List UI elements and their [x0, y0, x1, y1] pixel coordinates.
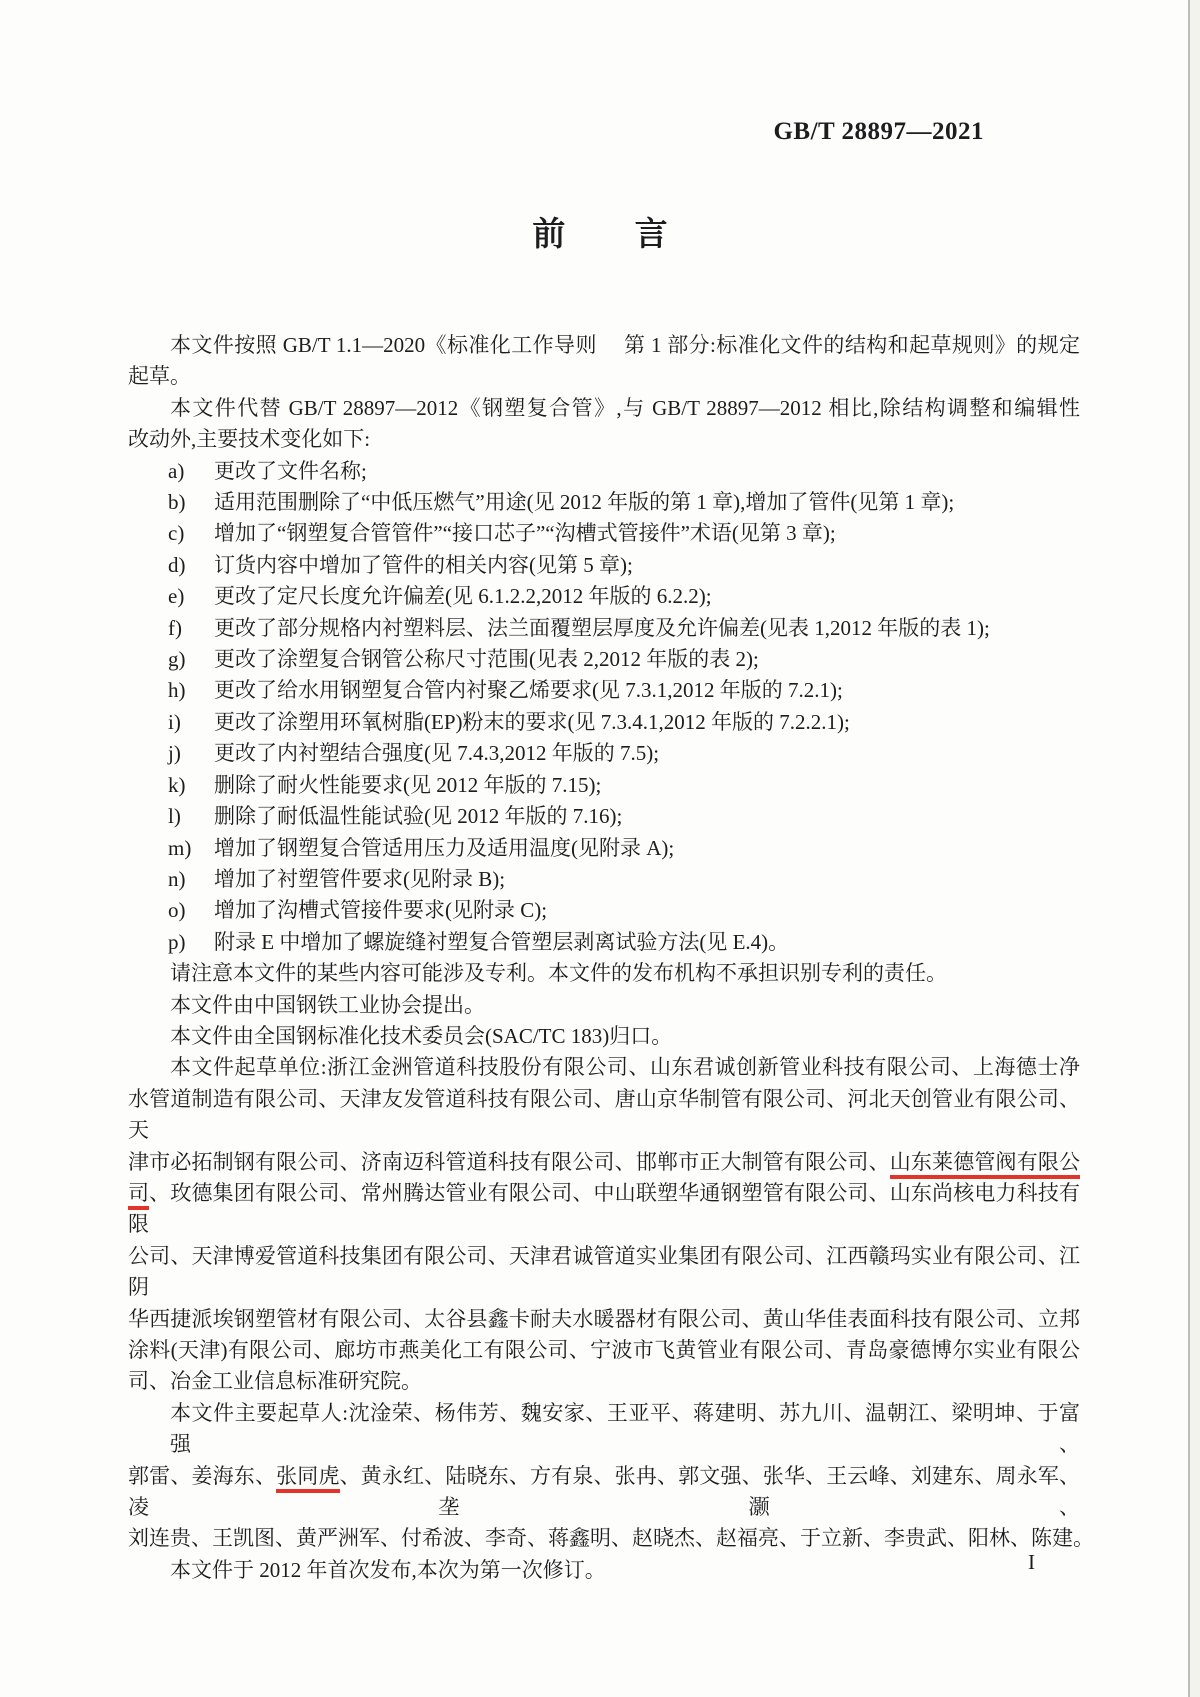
text-segment: 起草。: [128, 364, 191, 389]
body-line: [128, 1523, 1094, 1554]
text-segment: 、黄永红、陆晓东、方有泉、张冉、郭文强、张华、王云峰、刘建东、周永军、凌垄灏、: [128, 1463, 1081, 1520]
text-segment: 增加了钢塑复合管适用压力及适用温度(见附录 A);: [214, 835, 675, 860]
body-line: [128, 361, 1080, 392]
change-list-item: [128, 550, 1080, 581]
text-segment: 附录 E 中增加了螺旋缝衬塑复合管塑层剥离试验方法(见 E.4)。: [214, 929, 790, 954]
text-segment: 本文件主要起草人:沈淦荣、杨伟芳、魏安家、王亚平、蒋建明、苏九川、温朝江、梁明坤、于富强、: [170, 1400, 1080, 1457]
list-marker: o): [168, 898, 186, 923]
foreword-body: [128, 330, 1094, 1586]
change-list-item: [128, 581, 1080, 612]
body-line: [128, 1021, 1080, 1052]
text-segment: 本文件代替 GB/T 28897—2012《钢塑复合管》,与 GB/T 28897—2012 相比,除结构调整和编辑性: [170, 395, 1080, 420]
change-list-item: [128, 613, 1080, 644]
change-list-item: [128, 833, 1080, 864]
standard-code: GB/T 28897—2021: [773, 118, 984, 145]
list-marker: a): [168, 458, 185, 483]
body-line: [128, 1335, 1080, 1366]
text-segment: 更改了涂塑复合钢管公称尺寸范围(见表 2,2012 年版的表 2);: [214, 647, 759, 672]
body-line: [128, 990, 1080, 1021]
list-marker: f): [168, 615, 182, 640]
text-segment: 郭雷、姜海东、: [128, 1463, 277, 1488]
list-marker: l): [168, 804, 181, 829]
text-segment: 、玫德集团有限公司、常州腾达管业有限公司、中山联塑华通钢塑管有限公司、山东尚核电力科技有限: [128, 1180, 1081, 1237]
change-list-item: [128, 675, 1080, 706]
text-segment: 改动外,主要技术变化如下:: [128, 427, 371, 452]
text-segment: 增加了“钢塑复合管管件”“接口芯子”“沟槽式管接件”术语(见第 3 章);: [214, 521, 836, 546]
text-segment: 水管道制造有限公司、天津友发管道科技有限公司、唐山京华制管有限公司、河北天创管业有限公司、天: [128, 1086, 1080, 1143]
change-list-item: [128, 927, 1080, 958]
change-list-item: [128, 895, 1080, 926]
body-line: [128, 1366, 1080, 1397]
list-marker: d): [168, 552, 186, 577]
body-line: [128, 424, 1080, 455]
body-line: [128, 330, 1080, 361]
list-marker: i): [168, 709, 181, 734]
text-segment: 更改了文件名称;: [214, 458, 367, 483]
body-line: [128, 1304, 1080, 1335]
list-marker: h): [168, 678, 186, 703]
text-segment: 公司、天津博爱管道科技集团有限公司、天津君诚管道实业集团有限公司、江西赣玛实业有限公司、江阴: [128, 1243, 1080, 1300]
list-marker: g): [168, 647, 186, 672]
list-marker: n): [168, 866, 186, 891]
red-underline-mark: 张同虎: [276, 1464, 339, 1493]
red-underline-mark: 司: [128, 1181, 149, 1210]
body-line: [128, 1084, 1080, 1147]
list-marker: e): [168, 584, 185, 609]
red-underline-mark: 山东莱德管阀有限公: [890, 1150, 1080, 1179]
body-line: [128, 1555, 1080, 1586]
text-segment: 增加了衬塑管件要求(见附录 B);: [214, 866, 506, 891]
text-segment: 更改了内衬塑结合强度(见 7.4.3,2012 年版的 7.5);: [214, 741, 660, 766]
list-marker: p): [168, 929, 186, 954]
list-marker: b): [168, 490, 186, 515]
change-list-item: [128, 738, 1080, 769]
change-list-item: [128, 864, 1080, 895]
text-segment: 适用范围删除了“中低压燃气”用途(见 2012 年版的第 1 章),增加了管件(见第 1 章);: [214, 490, 955, 515]
list-marker: c): [168, 521, 185, 546]
body-line: [128, 958, 1080, 989]
text-segment: 订货内容中增加了管件的相关内容(见第 5 章);: [214, 552, 633, 577]
text-segment: 更改了定尺长度允许偏差(见 6.1.2.2,2012 年版的 6.2.2);: [214, 584, 712, 609]
body-line: [128, 1147, 1080, 1178]
text-segment: 本文件按照 GB/T 1.1—2020《标准化工作导则 第 1 部分:标准化文件的结构和起草规则》的规定: [170, 333, 1080, 357]
text-segment: 本文件于 2012 年首次发布,本次为第一次修订。: [170, 1557, 606, 1582]
body-line: [128, 1398, 1080, 1461]
page-number: I: [1028, 1550, 1035, 1574]
text-segment: 增加了沟槽式管接件要求(见附录 C);: [214, 898, 548, 923]
text-segment: 更改了部分规格内衬塑料层、法兰面覆塑层厚度及允许偏差(见表 1,2012 年版的表 1);: [214, 615, 990, 640]
text-segment: 司、冶金工业信息标准研究院。: [128, 1369, 422, 1394]
change-list-item: [128, 707, 1080, 738]
text-segment: 本文件起草单位:浙江金洲管道科技股份有限公司、山东君诚创新管业科技有限公司、上海德士净: [170, 1055, 1080, 1080]
change-list-item: [128, 487, 1080, 518]
change-list-item: [128, 518, 1080, 549]
foreword-title: 前言: [532, 215, 737, 252]
body-line: [128, 393, 1080, 424]
change-list-item: [128, 770, 1080, 801]
change-list-item: [128, 456, 1080, 487]
body-line: [128, 1461, 1080, 1524]
list-marker: m): [168, 835, 192, 860]
text-segment: 更改了涂塑用环氧树脂(EP)粉末的要求(见 7.3.4.1,2012 年版的 7.2.2.1);: [214, 709, 850, 734]
body-line: [128, 1178, 1080, 1241]
text-segment: 涂料(天津)有限公司、廊坊市燕美化工有限公司、宁波市飞黄管业有限公司、青岛豪德博尔实业有限公: [128, 1338, 1080, 1362]
text-segment: 删除了耐低温性能试验(见 2012 年版的 7.16);: [214, 804, 623, 829]
text-segment: 刘连贵、王凯图、黄严洲军、付希波、李奇、蒋鑫明、赵晓杰、赵福亮、于立新、李贵武、阳林、陈建。: [128, 1526, 1094, 1551]
body-line: [128, 1052, 1080, 1083]
text-segment: 津市必拓制钢有限公司、济南迈科管道科技有限公司、邯郸市正大制管有限公司、: [128, 1149, 890, 1174]
text-segment: 更改了给水用钢塑复合管内衬聚乙烯要求(见 7.3.1,2012 年版的 7.2.1);: [214, 678, 843, 703]
change-list-item: [128, 801, 1080, 832]
change-list-item: [128, 644, 1080, 675]
list-marker: k): [168, 772, 186, 797]
text-segment: 删除了耐火性能要求(见 2012 年版的 7.15);: [214, 772, 602, 797]
list-marker: j): [168, 741, 181, 766]
text-segment: 本文件由全国钢标准化技术委员会(SAC/TC 183)归口。: [170, 1023, 673, 1048]
text-segment: 本文件由中国钢铁工业协会提出。: [170, 992, 485, 1017]
text-segment: 华西捷派埃钢塑管材有限公司、太谷县鑫卡耐夫水暖器材有限公司、黄山华佳表面科技有限公司、立邦: [128, 1306, 1080, 1331]
text-segment: 请注意本文件的某些内容可能涉及专利。本文件的发布机构不承担识别专利的责任。: [170, 961, 947, 986]
body-line: [128, 1241, 1080, 1304]
